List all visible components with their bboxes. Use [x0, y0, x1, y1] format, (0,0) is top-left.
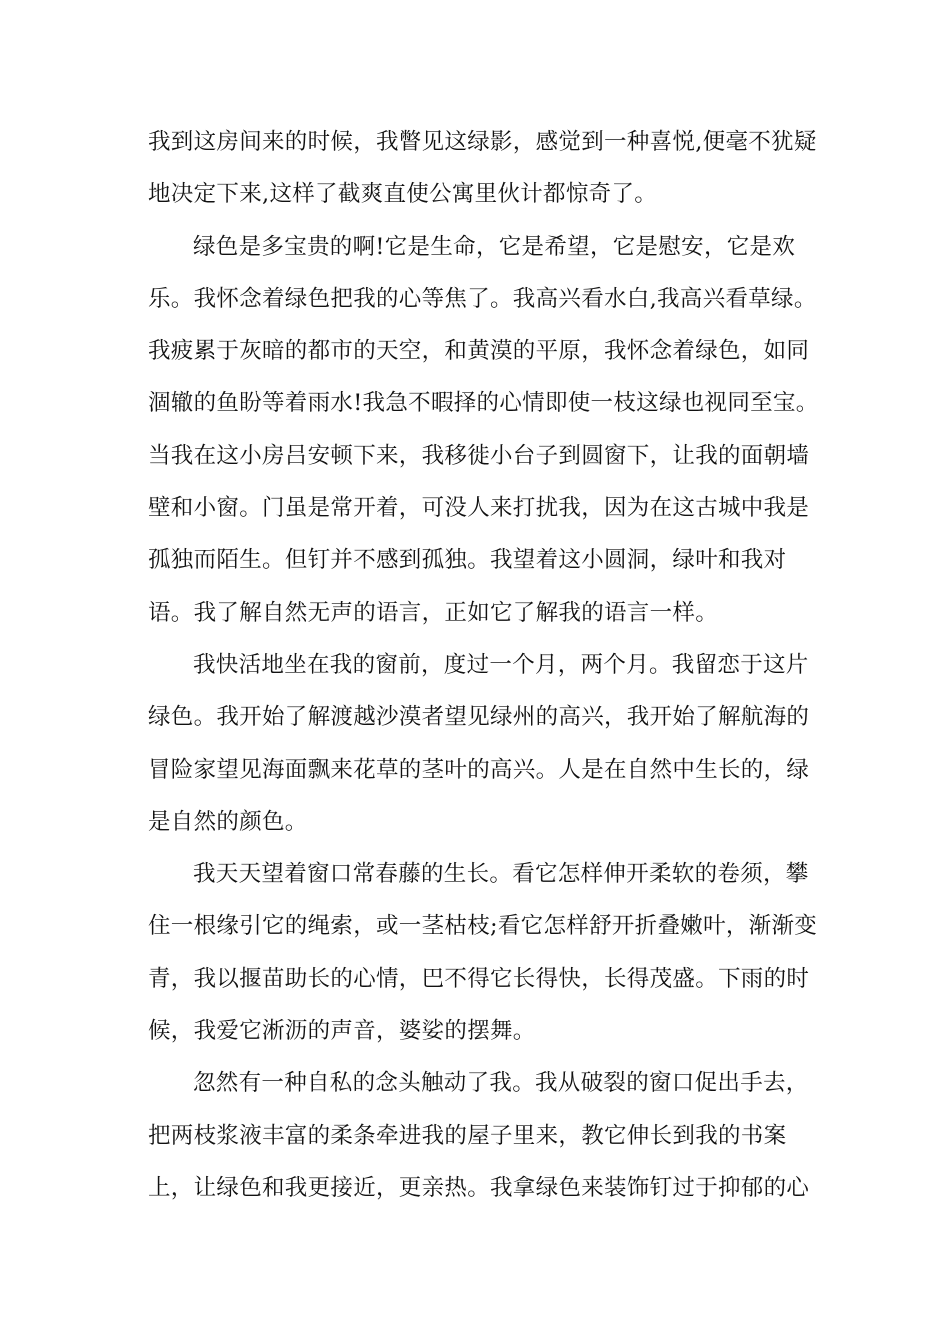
text-line: 地决定下来,这样了截爽直使公寓里伙计都惊奇了。 — [148, 181, 658, 208]
text-line: 候，我爱它淅沥的声音，婆娑的摆舞。 — [148, 1018, 536, 1045]
text-line: 乐。我怀念着绿色把我的心等焦了。我高兴看水白,我高兴看草绿。 — [148, 285, 817, 312]
paragraph-first-line: 我天天望着窗口常春藤的生长。看它怎样伸开柔软的卷须，攀 — [193, 861, 809, 888]
text-line: 上，让绿色和我更接近，更亲热。我拿绿色来装饰钉过于抑郁的心 — [148, 1174, 810, 1201]
paragraph-first-line: 我快活地坐在我的窗前，度过一个月，两个月。我留恋于这片 — [193, 651, 809, 678]
text-line: 我到这房间来的时候，我瞥见这绿影，感觉到一种喜悦,便毫不犹疑 — [148, 129, 817, 155]
text-line: 孤独而陌生。但钉并不感到孤独。我望着这小圆洞，绿叶和我对 — [148, 547, 787, 574]
text-line: 是自然的颜色。 — [148, 808, 308, 835]
text-line: 青，我以揠苗助长的心情，巴不得它长得快，长得茂盛。下雨的时 — [148, 965, 810, 992]
document-body — [148, 116, 819, 1214]
text-line: 壁和小窗。门虽是常开着，可没人来打扰我，因为在这古城中我是 — [148, 495, 810, 522]
paragraph-first-line: 绿色是多宝贵的啊!它是生命，它是希望，它是慰安，它是欢 — [193, 233, 796, 260]
text-line: 住一根缘引它的绳索，或一茎枯枝;看它怎样舒开折叠嫩叶，渐渐变 — [148, 913, 818, 940]
text-line: 语。我了解自然无声的语言，正如它了解我的语言一样。 — [148, 599, 719, 626]
paragraph-first-line: 忽然有一种自私的念头触动了我。我从破裂的窗口促出手去， — [193, 1070, 809, 1097]
text-line: 当我在这小房吕安顿下来，我移徙小台子到圆窗下，让我的面朝墙 — [148, 442, 810, 469]
text-line: 把两枝浆液丰富的柔条牵进我的屋子里来，教它伸长到我的书案 — [148, 1122, 787, 1149]
text-line: 涸辙的鱼盼等着雨水!我急不暇择的心情即使一枝这绿也视同至宝。 — [148, 390, 819, 417]
text-line: 冒险家望见海面飘来花草的茎叶的高兴。人是在自然中生长的，绿 — [148, 756, 810, 783]
text-line: 绿色。我开始了解渡越沙漠者望见绿州的高兴，我开始了解航海的 — [148, 704, 810, 731]
text-line: 我疲累于灰暗的都市的天空，和黄漠的平原，我怀念着绿色，如同 — [148, 338, 810, 365]
